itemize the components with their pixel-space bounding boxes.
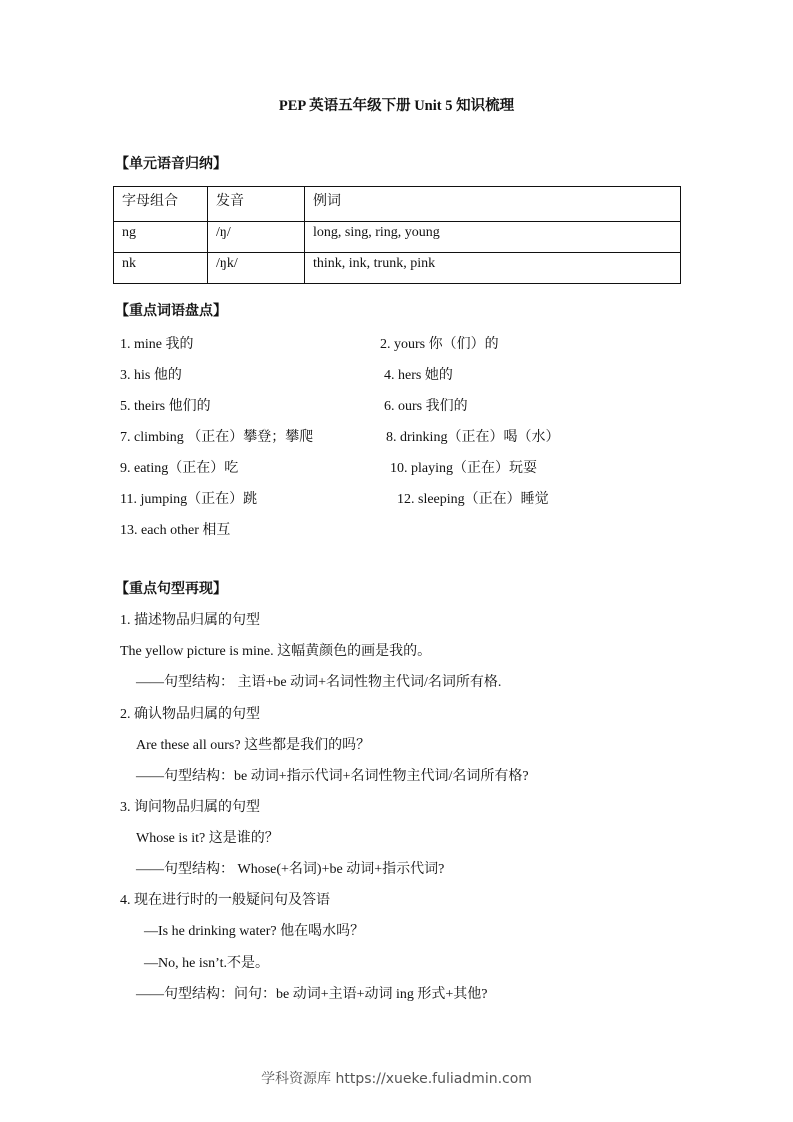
cell-letter-combo: nk [114, 253, 208, 284]
vocab-item: 4. hers 她的 [384, 368, 453, 383]
vocab-item: 6. ours 我们的 [384, 399, 468, 414]
sentences-heading: 【重点句型再现】 [115, 582, 227, 597]
vocab-item: 8. drinking（正在）喝（水） [386, 430, 560, 445]
pattern-structure: ——句型结构：问句：be 动词+主语+动词 ing 形式+其他? [136, 987, 488, 1002]
sentence-pattern-title: 3. 询问物品归属的句型 [120, 800, 260, 815]
vocab-item: 3. his 他的 [120, 368, 182, 383]
pattern-structure: ——句型结构：be 动词+指示代词+名词性物主代词/名词所有格? [136, 769, 529, 784]
header-pronunciation: 发音 [208, 187, 305, 222]
vocab-item: 13. each other 相互 [120, 523, 231, 538]
vocab-item: 5. theirs 他们的 [120, 399, 211, 414]
table-row [114, 253, 681, 284]
page-title: PEP 英语五年级下册 Unit 5 知识梳理 [278, 98, 515, 114]
example-answer: —No, he isn’t.不是。 [144, 956, 269, 971]
header-letter-combo: 字母组合 [114, 187, 208, 222]
vocab-item: 12. sleeping（正在）睡觉 [397, 492, 549, 507]
example-sentence: The yellow picture is mine. 这幅黄颜色的画是我的。 [120, 644, 432, 659]
example-sentence: Whose is it? 这是谁的？ [136, 831, 279, 846]
vocab-item: 10. playing（正在）玩耍 [390, 461, 537, 476]
vocab-item: 7. climbing （正在）攀登；攀爬 [120, 430, 314, 445]
table-row [114, 222, 681, 253]
cell-letter-combo: ng [114, 222, 208, 253]
cell-example-words: long, sing, ring, young [305, 222, 681, 253]
vocab-item: 9. eating（正在）吃 [120, 461, 239, 476]
pattern-structure: ——句型结构： Whose(+名词)+be 动词+指示代词? [136, 862, 445, 877]
vocab-item: 2. yours 你（们）的 [380, 337, 499, 352]
phonics-table [113, 186, 681, 284]
cell-pronunciation: /ŋk/ [208, 253, 305, 284]
sentence-pattern-title: 1. 描述物品归属的句型 [120, 613, 260, 628]
cell-pronunciation: /ŋ/ [208, 222, 305, 253]
header-example-words: 例词 [305, 187, 681, 222]
phonics-heading: 【单元语音归纳】 [115, 157, 227, 172]
sentence-pattern-title: 2. 确认物品归属的句型 [120, 707, 260, 722]
vocab-item: 11. jumping（正在）跳 [120, 492, 258, 507]
cell-example-words: think, ink, trunk, pink [305, 253, 681, 284]
table-header-row [114, 187, 681, 222]
vocab-item: 1. mine 我的 [120, 337, 194, 352]
vocab-heading: 【重点词语盘点】 [115, 304, 227, 319]
footer-watermark: 学科资源库 https://xueke.fuliadmin.com [261, 1071, 532, 1087]
pattern-structure: ——句型结构： 主语+be 动词+名词性物主代词/名词所有格. [136, 675, 502, 690]
example-sentence: Are these all ours? 这些都是我们的吗？ [136, 738, 371, 753]
example-question: —Is he drinking water? 他在喝水吗？ [144, 924, 365, 939]
sentence-pattern-title: 4. 现在进行时的一般疑问句及答语 [120, 893, 330, 908]
